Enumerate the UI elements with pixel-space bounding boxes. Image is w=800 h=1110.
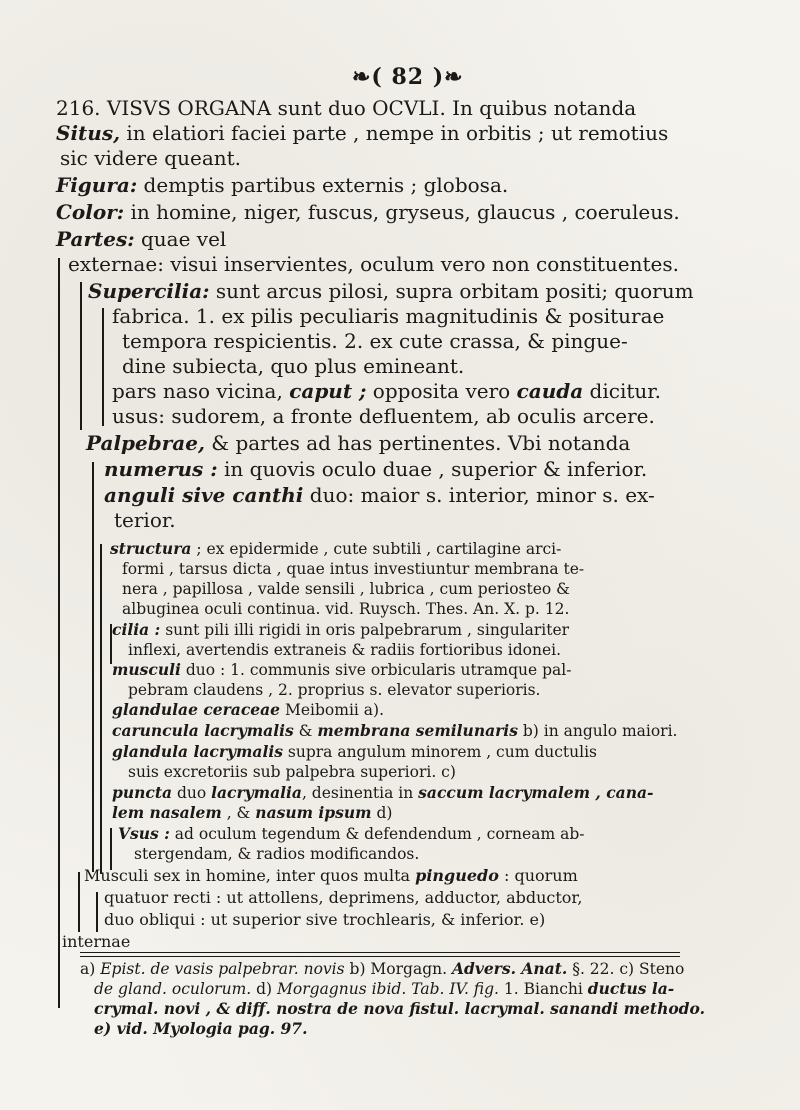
text-supercilia: sunt arcus pilosi, supra orbitam positi; quorum bbox=[209, 279, 694, 303]
fn-gland: de gland. oculorum. bbox=[94, 980, 252, 998]
line-externae: externae: visui inservientes, oculum vero non constituentes. bbox=[68, 252, 680, 276]
brace-partes bbox=[58, 258, 60, 1008]
term-musculi: musculi bbox=[112, 660, 181, 679]
footnote-line-1 bbox=[80, 959, 684, 979]
line-vsus bbox=[118, 825, 584, 843]
footnote-rule-2 bbox=[80, 956, 680, 957]
brace-usus bbox=[110, 828, 112, 870]
text-palpebrae: & partes ad has pertinentes. Vbi notanda bbox=[204, 431, 631, 455]
term-anguli: anguli sive canthi bbox=[104, 483, 304, 507]
text-glandula: supra angulum minorem , cum ductulis bbox=[282, 743, 598, 761]
brace-musculi bbox=[78, 872, 80, 932]
line-color bbox=[56, 201, 680, 223]
fn-d: d) bbox=[251, 980, 278, 998]
term-color: Color: bbox=[56, 200, 125, 224]
text-dicitur: dicitur. bbox=[583, 379, 661, 403]
line-anguli bbox=[104, 484, 655, 506]
text-figura: demptis partibus externis ; globosa. bbox=[137, 173, 509, 197]
term-saccum: saccum lacrymalem , cana- bbox=[418, 783, 654, 802]
line-palpebrae bbox=[86, 432, 630, 454]
term-canalem: lem nasalem bbox=[112, 803, 222, 822]
line-stergendam: stergendam, & radios modificandos. bbox=[134, 845, 420, 863]
fn-b: b) Morgagn. bbox=[344, 960, 452, 978]
text-numerus: in quovis oculo duae , superior & inferior. bbox=[217, 457, 648, 481]
term-puncta: puncta bbox=[112, 783, 173, 802]
line-organa: 216. VISVS ORGANA sunt duo OCVLI. In quibus notanda bbox=[56, 96, 637, 120]
text-duo: duo bbox=[172, 784, 212, 802]
fn-advers: Advers. Anat. bbox=[451, 959, 568, 978]
text-musculi-sex: Musculi sex in homine, inter quos multa bbox=[84, 866, 416, 885]
term-numerus: numerus : bbox=[104, 457, 218, 481]
text-desinentia: , desinentia in bbox=[301, 784, 419, 802]
fn-epist: Epist. de vasis palpebrar. novis bbox=[100, 960, 345, 978]
brace-supercilia bbox=[102, 308, 104, 426]
line-albuginea: albuginea oculi continua. vid. Ruysch. Thes. An. X. p. 12. bbox=[122, 600, 570, 618]
term-cilia: cilia : bbox=[112, 620, 161, 639]
line-musculi bbox=[112, 661, 571, 679]
term-palpebrae: Palpebrae, bbox=[86, 431, 205, 455]
term-lacrymalia: lacrymalia bbox=[211, 783, 302, 802]
brace-palpebrae bbox=[92, 462, 94, 872]
line-internae: internae bbox=[62, 932, 131, 951]
text-et2: , & bbox=[221, 804, 256, 822]
line-tempora: tempora respicientis. 2. ex cute crassa, & pingue- bbox=[122, 329, 628, 353]
footnote-rule bbox=[80, 952, 680, 953]
line-dine: dine subiecta, quo plus emineant. bbox=[122, 354, 465, 378]
text-quorum: : quorum bbox=[498, 866, 578, 885]
line-structura bbox=[110, 540, 561, 558]
term-caput: caput ; bbox=[289, 379, 367, 403]
term-supercilia: Supercilia: bbox=[88, 279, 210, 303]
line-nasalem bbox=[112, 804, 392, 822]
term-structura: structura bbox=[110, 539, 192, 558]
term-figura: Figura: bbox=[56, 173, 138, 197]
text-glandulae: Meibomii a). bbox=[280, 701, 384, 719]
term-partes: Partes: bbox=[56, 227, 135, 251]
line-pebram: pebram claudens , 2. proprius s. elevator superioris. bbox=[128, 681, 541, 699]
line-partes bbox=[56, 228, 226, 250]
text-anguli: duo: maior s. interior, minor s. ex- bbox=[303, 483, 655, 507]
text-et: & bbox=[293, 722, 318, 740]
fn-ductus: ductus la- bbox=[587, 979, 675, 998]
brace-externae bbox=[80, 282, 82, 430]
text-pars: pars naso vicina, bbox=[112, 379, 290, 403]
fn-c: §. 22. c) Steno bbox=[567, 960, 685, 978]
fn-a: a) bbox=[80, 960, 101, 978]
text-vsus: ad oculum tegendum & defendendum , corneam ab- bbox=[169, 825, 585, 843]
brace-structura bbox=[100, 544, 102, 874]
term-caruncula: caruncula lacrymalis bbox=[112, 721, 294, 740]
footnote-line-2 bbox=[94, 979, 674, 999]
line-glandulae bbox=[112, 701, 384, 719]
line-situs bbox=[56, 122, 668, 144]
line-numerus bbox=[104, 458, 647, 480]
line-exterior: terior. bbox=[114, 508, 176, 532]
page-number-header: ❧( 82 )❧ bbox=[352, 64, 464, 90]
fn-bianchi: 1. Bianchi bbox=[499, 980, 588, 998]
text-situs: in elatiori faciei parte , nempe in orbitis ; ut remotius bbox=[120, 121, 669, 145]
term-membrana: membrana semilunaris bbox=[317, 721, 518, 740]
line-fabrica: fabrica. 1. ex pilis peculiaris magnitudinis & positurae bbox=[112, 304, 665, 328]
fn-morgagnus: Morgagnus ibid. Tab. IV. fig. bbox=[277, 980, 499, 998]
footnote-line-3: crymal. novi , & diff. nostra de nova fistul. lacrymal. sanandi methodo. bbox=[94, 999, 705, 1018]
line-figura bbox=[56, 174, 508, 196]
line-puncta bbox=[112, 784, 653, 802]
term-glandula: glandula lacrymalis bbox=[112, 742, 283, 761]
term-cauda: cauda bbox=[516, 379, 584, 403]
text-angulo: b) in angulo maiori. bbox=[517, 722, 678, 740]
line-musculi-sex bbox=[84, 867, 578, 885]
term-vsus: Vsus : bbox=[118, 824, 170, 843]
term-pinguedo: pinguedo bbox=[415, 866, 499, 885]
line-usus: usus: sudorem, a fronte defluentem, ab oculis arcere. bbox=[112, 404, 655, 428]
text-color: in homine, niger, fuscus, gryseus, glaucus , coeruleus. bbox=[124, 200, 680, 224]
line-recti: quatuor recti : ut attollens, deprimens, adductor, abductor, bbox=[104, 888, 583, 907]
line-glandula bbox=[112, 743, 597, 761]
text-partes: quae vel bbox=[134, 227, 227, 251]
line-caput bbox=[112, 380, 661, 402]
line-cilia bbox=[112, 621, 569, 639]
text-d: d) bbox=[371, 804, 393, 822]
line-obliqui: duo obliqui : ut superior sive trochlearis, & inferior. e) bbox=[104, 910, 546, 929]
line-formi: formi , tarsus dicta , quae intus investiuntur membrana te- bbox=[122, 560, 585, 578]
term-situs: Situs, bbox=[56, 121, 121, 145]
text-musculi: duo : 1. communis sive orbicularis utramque pal- bbox=[180, 661, 572, 679]
line-inflexi: inflexi, avertendis extraneis & radiis fortioribus idonei. bbox=[128, 641, 562, 659]
line-caruncula bbox=[112, 722, 677, 740]
footnote-line-4: e) vid. Myologia pag. 97. bbox=[94, 1019, 308, 1038]
line-sic: sic videre queant. bbox=[60, 146, 242, 170]
line-suis: suis excretoriis sub palpebra superiori. c) bbox=[128, 763, 456, 781]
line-nera: nera , papillosa , valde sensili , lubrica , cum periosteo & bbox=[122, 580, 570, 598]
text-opposita: opposita vero bbox=[366, 379, 517, 403]
term-glandulae: glandulae ceraceae bbox=[112, 700, 281, 719]
text-cilia: sunt pili illi rigidi in oris palpebrarum , singulariter bbox=[160, 621, 570, 639]
term-nasum: nasum ipsum bbox=[255, 803, 372, 822]
brace-recti bbox=[96, 892, 98, 932]
line-supercilia bbox=[88, 280, 694, 302]
text-structura: ; ex epidermide , cute subtili , cartilagine arci- bbox=[191, 540, 562, 558]
